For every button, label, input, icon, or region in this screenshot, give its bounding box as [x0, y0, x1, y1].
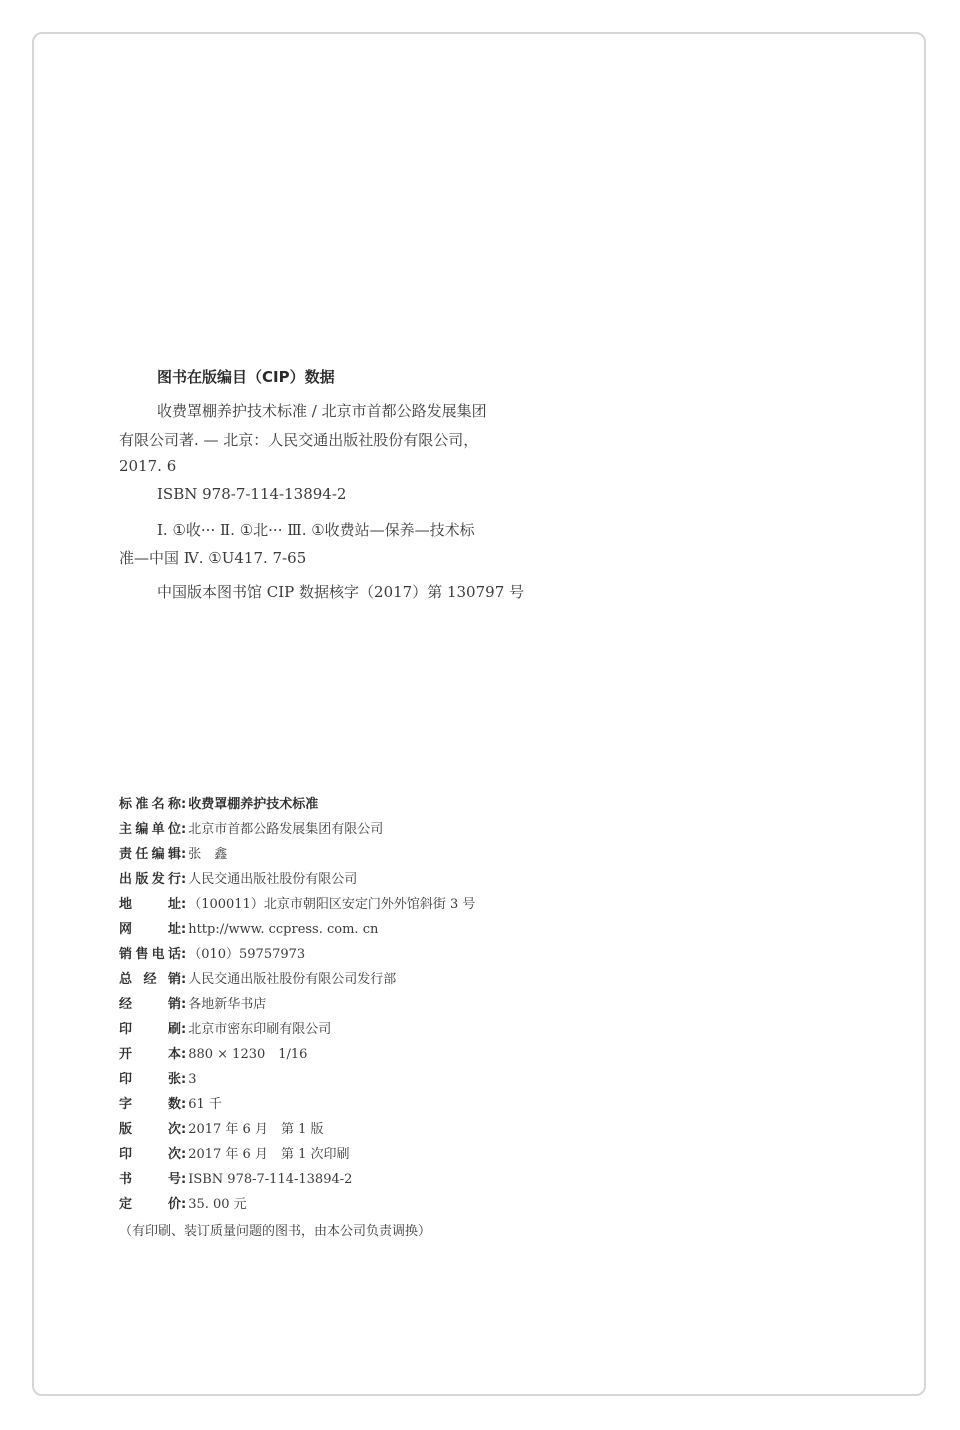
imprint-value: （100011）北京市朝阳区安定门外外馆斜街 3 号 — [188, 897, 476, 912]
imprint-label: 主编单位 — [119, 822, 181, 837]
imprint-label: 经销 — [119, 997, 181, 1012]
imprint-label: 责任编辑 — [119, 847, 181, 862]
imprint-value: 35. 00 元 — [188, 1197, 247, 1212]
imprint-value: 880 × 1230 1/16 — [188, 1047, 308, 1062]
imprint-value: 北京市首都公路发展集团有限公司 — [188, 822, 384, 837]
cip-publisher-line: 有限公司著. — 北京：人民交通出版社股份有限公司， — [119, 431, 479, 449]
imprint-row: 印刷 : 北京市密东印刷有限公司 — [119, 1020, 475, 1045]
cip-classification-line-2: 准—中国 Ⅳ. ①U417. 7-65 — [119, 549, 307, 567]
cip-core-record: 中国版本图书馆 CIP 数据核字（2017）第 130797 号 — [157, 583, 525, 601]
imprint-label: 书号 — [119, 1172, 181, 1187]
imprint-row: 主编单位 : 北京市首都公路发展集团有限公司 — [119, 820, 475, 845]
imprint-label: 出版发行 — [119, 872, 181, 887]
imprint-row: 出版发行 : 人民交通出版社股份有限公司 — [119, 870, 475, 895]
imprint-value: 人民交通出版社股份有限公司 — [188, 872, 358, 887]
imprint-value: 收费罩棚养护技术标准 — [188, 797, 319, 812]
imprint-label: 印次 — [119, 1147, 181, 1162]
imprint-label: 总经销 — [119, 972, 181, 987]
cip-title-line: 收费罩棚养护技术标准 / 北京市首都公路发展集团 — [157, 402, 487, 420]
imprint-row: 书号 : ISBN 978-7-114-13894-2 — [119, 1170, 475, 1195]
imprint-value: 2017 年 6 月 第 1 版 — [188, 1122, 324, 1137]
imprint-row: 印张 : 3 — [119, 1070, 475, 1095]
imprint-label: 版次 — [119, 1122, 181, 1137]
imprint-label: 销售电话 — [119, 947, 181, 962]
imprint-row: 地址 : （100011）北京市朝阳区安定门外外馆斜街 3 号 — [119, 895, 475, 920]
imprint-label: 标准名称 — [119, 797, 181, 812]
imprint-row: 责任编辑 : 张 鑫 — [119, 845, 475, 870]
imprint-list — [119, 795, 475, 1220]
imprint-row: 开本 : 880 × 1230 1/16 — [119, 1045, 475, 1070]
imprint-value: 人民交通出版社股份有限公司发行部 — [188, 972, 397, 987]
cip-classification-line: Ⅰ. ①收··· Ⅱ. ①北··· Ⅲ. ①收费站—保养—技术标 — [157, 521, 475, 539]
quality-guarantee-note: （有印刷、装订质量问题的图书，由本公司负责调换） — [119, 1224, 432, 1239]
imprint-row: 字数 : 61 千 — [119, 1095, 475, 1120]
imprint-row: 标准名称 : 收费罩棚养护技术标准 — [119, 795, 475, 820]
imprint-value: ISBN 978-7-114-13894-2 — [188, 1172, 353, 1187]
imprint-label: 印张 — [119, 1072, 181, 1087]
imprint-row: 网址 : http://www. ccpress. com. cn — [119, 920, 475, 945]
imprint-row: 总经销 : 人民交通出版社股份有限公司发行部 — [119, 970, 475, 995]
cip-isbn-line: ISBN 978-7-114-13894-2 — [157, 485, 347, 503]
cip-heading: 图书在版编目（CIP）数据 — [157, 368, 335, 386]
imprint-label: 网址 — [119, 922, 181, 937]
imprint-value: 2017 年 6 月 第 1 次印刷 — [188, 1147, 350, 1162]
imprint-label: 地址 — [119, 897, 181, 912]
imprint-row: 定价 : 35. 00 元 — [119, 1195, 475, 1220]
imprint-value: http://www. ccpress. com. cn — [188, 922, 379, 937]
imprint-value: 北京市密东印刷有限公司 — [188, 1022, 332, 1037]
imprint-value: 各地新华书店 — [188, 997, 267, 1012]
imprint-label: 字数 — [119, 1097, 181, 1112]
imprint-row: 经销 : 各地新华书店 — [119, 995, 475, 1020]
imprint-label: 定价 — [119, 1197, 181, 1212]
imprint-value: 张 鑫 — [188, 847, 228, 862]
imprint-value: （010）59757973 — [188, 947, 306, 962]
imprint-label: 开本 — [119, 1047, 181, 1062]
cip-date-line: 2017. 6 — [119, 457, 177, 475]
imprint-label: 印刷 — [119, 1022, 181, 1037]
imprint-value: 61 千 — [188, 1097, 222, 1112]
imprint-row: 版次 : 2017 年 6 月 第 1 版 — [119, 1120, 475, 1145]
imprint-value: 3 — [188, 1072, 197, 1087]
imprint-row: 销售电话 : （010）59757973 — [119, 945, 475, 970]
imprint-row: 印次 : 2017 年 6 月 第 1 次印刷 — [119, 1145, 475, 1170]
